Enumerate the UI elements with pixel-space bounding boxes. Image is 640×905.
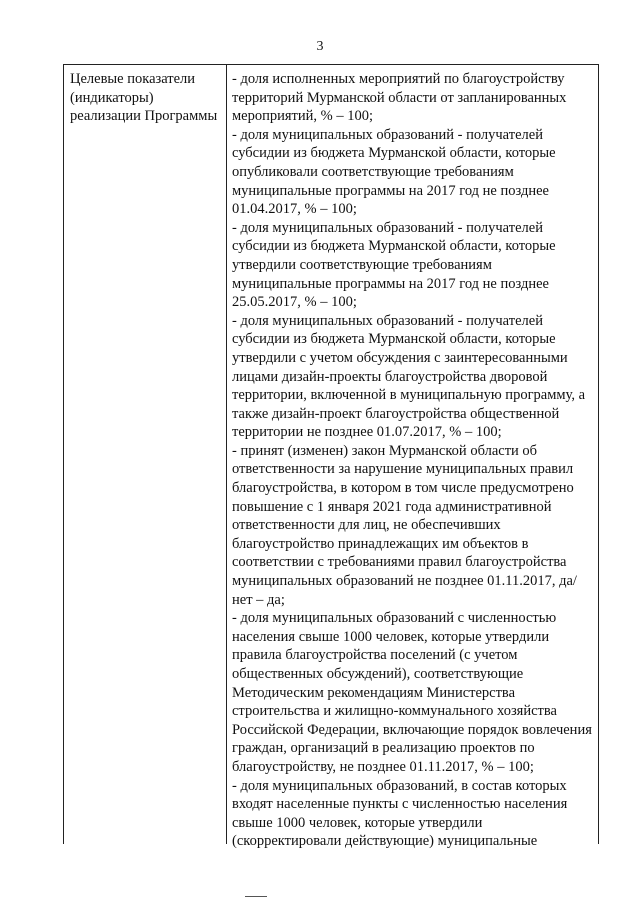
indicator-item: - доля муниципальных образований - получателей субсидии из бюджета Мурманской области, которые утвердили соответствующие требованиям муниципальные программы на 2017 год не позднее 25.05.2017, % – 100; — [232, 219, 556, 311]
indicator-item: - доля муниципальных образований с численностью населения свыше 1000 человек, которые утвердили правила благоустройства поселений (с учетом общественных обсуждений), соответствующие Методическим рекомендациям Министерства строительства и жилищно-коммунального хозяйства Российской Федерации, включающие порядок вовлечения граждан, организаций в реализацию проектов по благоустройству, не позднее 01.11.2017, % – 100; — [232, 610, 592, 775]
indicator-item: - доля исполненных мероприятий по благоустройству территорий Мурманской области от запланированных мероприятий, % – 100; — [232, 71, 567, 125]
indicator-item: - доля муниципальных образований, в состав которых входят населенные пункты с численностью населения свыше 1000 человек, которые утвердили (скорректировали действующие) муниципальные — [232, 777, 568, 850]
scan-mark — [245, 896, 267, 897]
indicator-item: - доля муниципальных образований - получателей субсидии из бюджета Мурманской области, которые опубликовали соответствующие требованиям муниципальные программы на 2017 год не позднее 01.04.2017, % – 100; — [232, 126, 556, 218]
indicators-table — [63, 64, 599, 850]
page-number: 3 — [316, 39, 324, 54]
indicators-values-cell — [227, 65, 598, 850]
indicators-label-cell: Целевые показатели (индикаторы) реализации Программы — [64, 65, 227, 844]
indicator-item: - доля муниципальных образований - получателей субсидии из бюджета Мурманской области, которые утвердили с учетом обсуждения с заинтересованными лицами дизайн-проекты благоустройства дворовой территории, включенной в муниципальную программу, а также дизайн-проект благоустройства общественной территории не позднее 01.07.2017, % – 100; — [232, 312, 586, 441]
indicator-item: - принят (изменен) закон Мурманской области об ответственности за нарушение муниципальных правил благоустройства, в котором в том числе предусмотрено повышение с 1 января 2021 года административной ответственности для лиц, не обеспечивших благоустройство принадлежащих им объектов в соответствии с требованиями правил благоустройства муниципальных образований не позднее 01.11.2017, да/нет – да; — [232, 442, 577, 608]
